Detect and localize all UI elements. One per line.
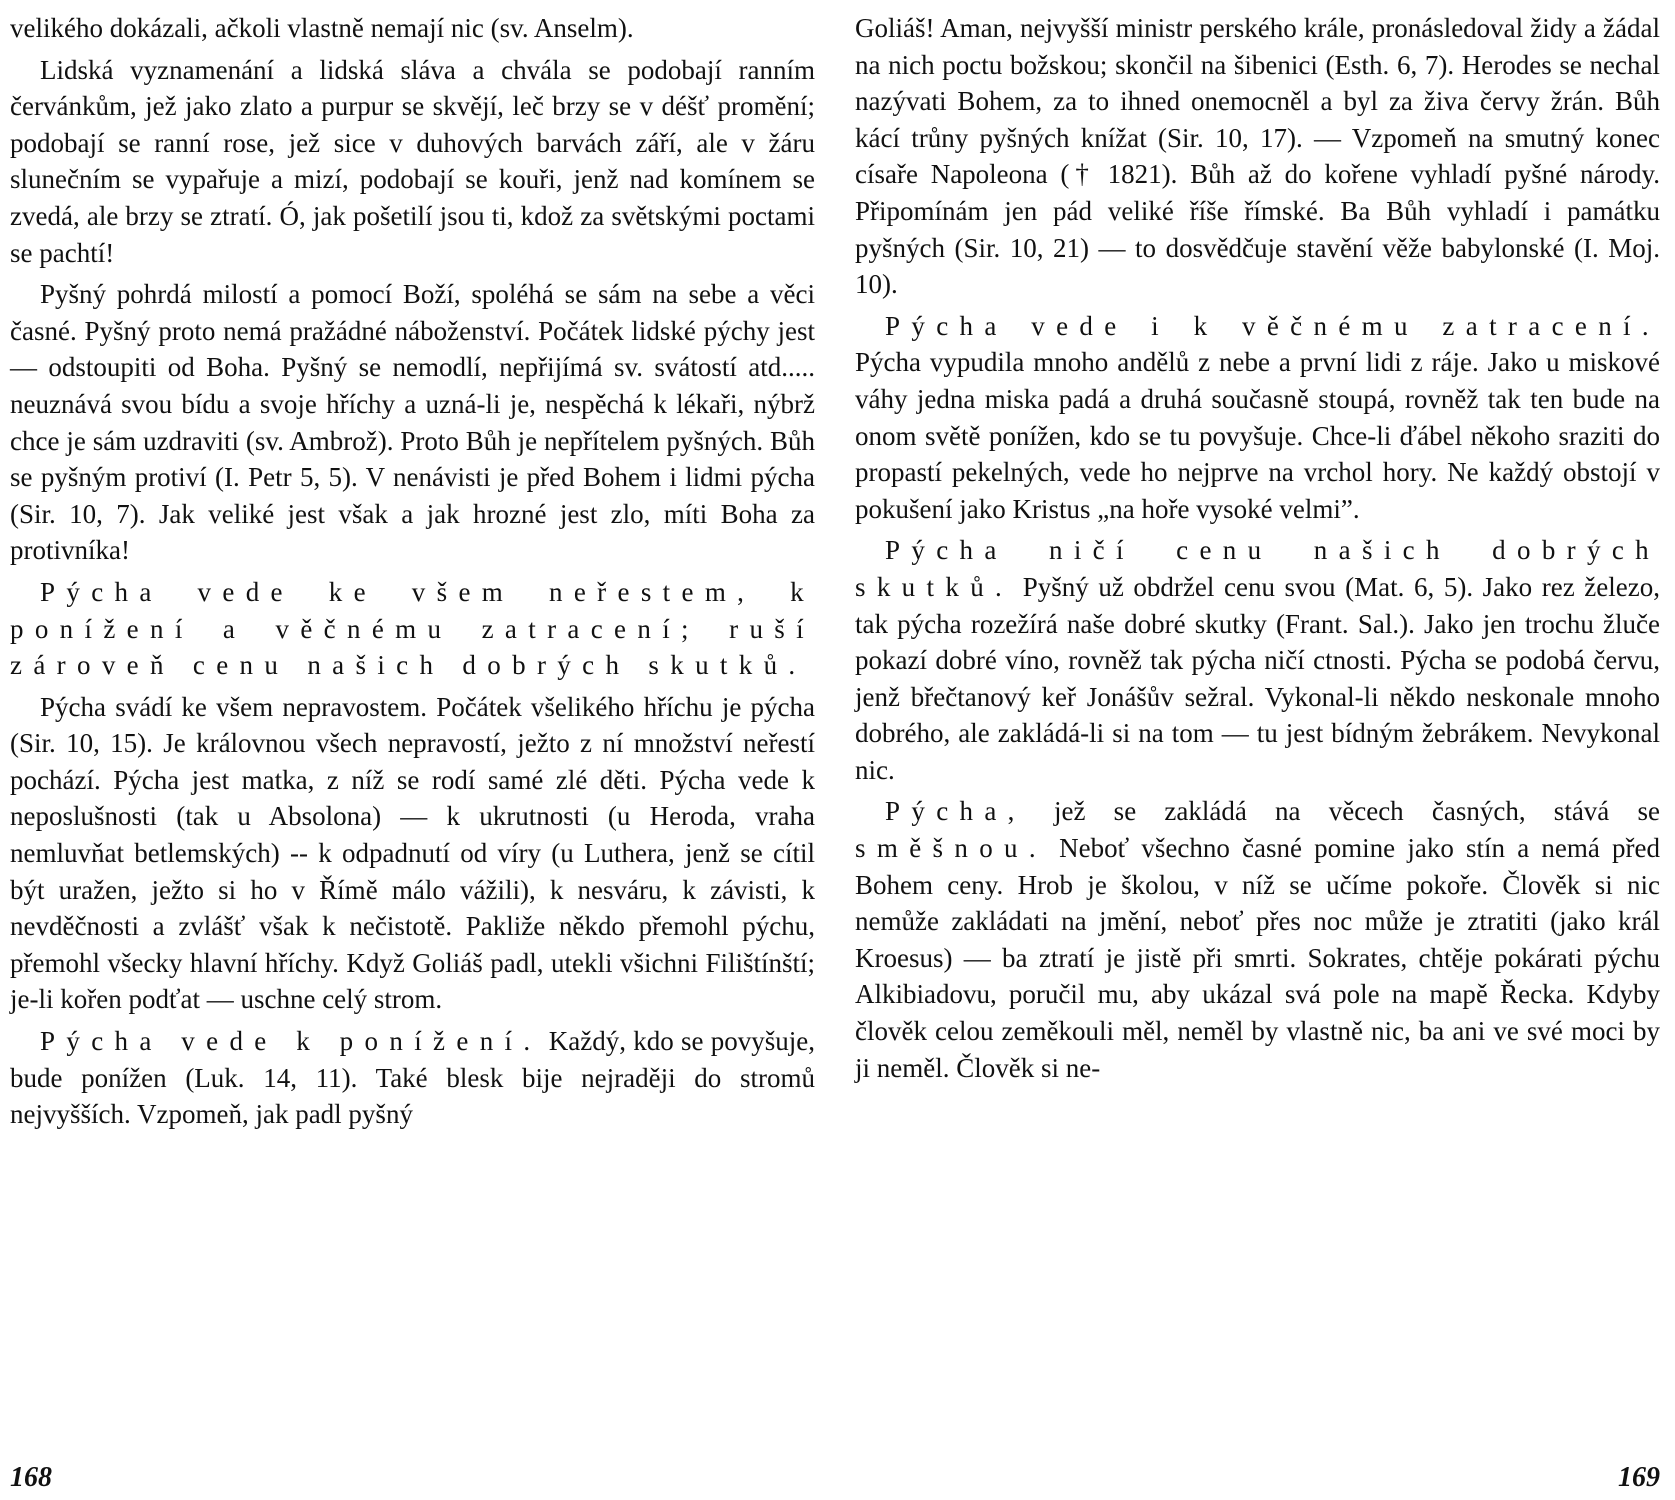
left-text-column [10, 10, 815, 1138]
spaced-heading: Pýcha ničí cenu našich dobrých skutků. [855, 535, 1660, 602]
paragraph: Goliáš! Aman, nejvyšší ministr perského krále, pronásledoval židy a žádal na nich poctu božskou; skončil na šibenici (Esth. 6, 7). Herodes se nechal nazývati Bohem, za to ihned onemocněl a byl za živa červy žrán. Bůh kácí trůny pyšných knížat (Sir. 10, 17). — Vzpomeň na smutný konec císaře Napoleona († 1821). Bůh až do kořene vyhladí pyšné národy. Připomínám jen pád veliké říše římské. Ba Bůh vyhladí i památku pyšných (Sir. 10, 21) — to dosvědčuje stavění věže babylonské (I. Moj. 10). [855, 13, 1660, 300]
section-heading-paragraph: Pýcha vede k ponížení. Každý, kdo se povyšuje, bude ponížen (Luk. 14, 11). Také blesk bije nejraději do stromů nejvyšších. Vzpomeň, jak padl pyšný [10, 1026, 815, 1130]
paragraph: Pýcha svádí ke všem nepravostem. Počátek všelikého hříchu je pýcha (Sir. 10, 15). Je královnou všech nepravostí, ježto z ní množství neřestí pochází. Pýcha jest matka, z níž se rodí samé zlé děti. Pýcha vede k neposlušnosti (tak u Absolona) — k ukrutnosti (u Heroda, vraha nemluvňat betlemských) -- k odpadnutí od víry (u Luthera, jenž se cítil být uražen, ježto si ho v Římě málo vážili), k nesváru, k závisti, k nevděčnosti a zvlášť však k nečistotě. Pakliže někdo přemohl pýchu, přemohl všecky hlavní hříchy. Když Goliáš padl, utekli všichni Filištínští; je-li kořen podťat — uschne celý strom. [10, 691, 815, 1015]
paragraph: Pyšný pohrdá milostí a pomocí Boží, spoléhá se sám na sebe a věci časné. Pyšný proto nemá pražádné náboženství. Počátek lidské pýchy jest — odstoupiti od Boha. Pyšný se nemodlí, nepřijímá sv. svátostí atd..... neuznává svou bídu a svoje hříchy a uzná-li je, nespěchá k lékaři, nýbrž chce je sám uzdraviti (sv. Ambrož). Proto Bůh je nepřítelem pyšných. Bůh se pyšným protiví (I. Petr 5, 5). V nenávisti je před Bohem i lidmi pýcha (Sir. 10, 7). Jak veliké jest však a jak hrozné jest zlo, míti Boha za protivníka! [10, 279, 815, 566]
right-text-column [855, 10, 1660, 1091]
left-page [10, 0, 815, 1500]
spaced-heading: Pýcha, [885, 796, 1026, 827]
page-number: 168 [10, 1462, 52, 1493]
right-page [855, 0, 1660, 1500]
section-heading-paragraph [10, 574, 815, 684]
spaced-heading: Pýcha vede ke všem neřestem, k ponížení a věčnému zatracení; ruší zároveň cenu našich dobrých skutků. [10, 576, 815, 681]
spaced-heading: Pýcha vede k ponížení. [40, 1026, 542, 1057]
section-heading-paragraph: Pýcha, jež se zakládá na věcech časných, stává se směšnou. Neboť všechno časné pomine jako stín a nemá před Bohem ceny. Hrob je školou, v níž se učíme pokoře. Člověk si nic nemůže zakládati na jmění, neboť přes noc může je ztratiti (jako král Kroesus) — ba ztratí je jistě při smrti. Sokrates, chtěje pokárati pýchu Alkibiadovu, poručil mu, aby ukázal svá pole na mapě Řecka. Kdyby člověk celou zeměkouli měl, neměl by vlastně nic, ba ani ve své moci by ji neměl. Člověk si ne- [855, 796, 1660, 1083]
spaced-heading: Pýcha vede i k věčnému zatracení. [885, 310, 1660, 341]
section-heading-paragraph: Pýcha vede i k věčnému zatracení. Pýcha vypudila mnoho andělů z nebe a první lidi z ráje. Jako u miskové váhy jedna miska padá a druhá současně stoupá, rovněž tak ten bude na onom světě ponížen, kdo se tu povyšuje. Chce-li ďábel někoho sraziti do propastí pekelných, vede ho nejprve na vrchol hory. Ne každý obstojí v pokušení jako Kristus „na hoře vysoké velmi”. [855, 310, 1660, 524]
page-number: 169 [1618, 1462, 1660, 1493]
section-heading-paragraph: Pýcha ničí cenu našich dobrých skutků. Pyšný už obdržel cenu svou (Mat. 6, 5). Jako rez železo, tak pýcha rozežírá naše dobré skutky (Frant. Sal.). Jako jen trochu žluče pokazí dobré víno, rovněž tak pýcha ničí ctnosti. Pýcha se podobá červu, jenž břečtanový keř Jonášův sežral. Vykonal-li někdo neskonale mnoho dobrého, ale zakládá-li si na tom — tu jest bídným žebrákem. Nevykonal nic. [855, 535, 1660, 785]
paragraph: Lidská vyznamenání a lidská sláva a chvála se podobají ranním červánkům, jež jako zlato a purpur se skvějí, leč brzy se v déšť promění; podobají se ranní rose, jež sice v duhových barvách září, ale v žáru slunečním se vypařuje a mizí, podobají se kouři, jenž nad komínem se zvedá, ale brzy se ztratí. Ó, jak pošetilí jsou ti, kdož za světskými poctami se pachtí! [10, 54, 815, 268]
paragraph: velikého dokázali, ačkoli vlastně nemají nic (sv. Anselm). [10, 13, 634, 43]
spaced-emphasis: směšnou. [855, 833, 1047, 864]
